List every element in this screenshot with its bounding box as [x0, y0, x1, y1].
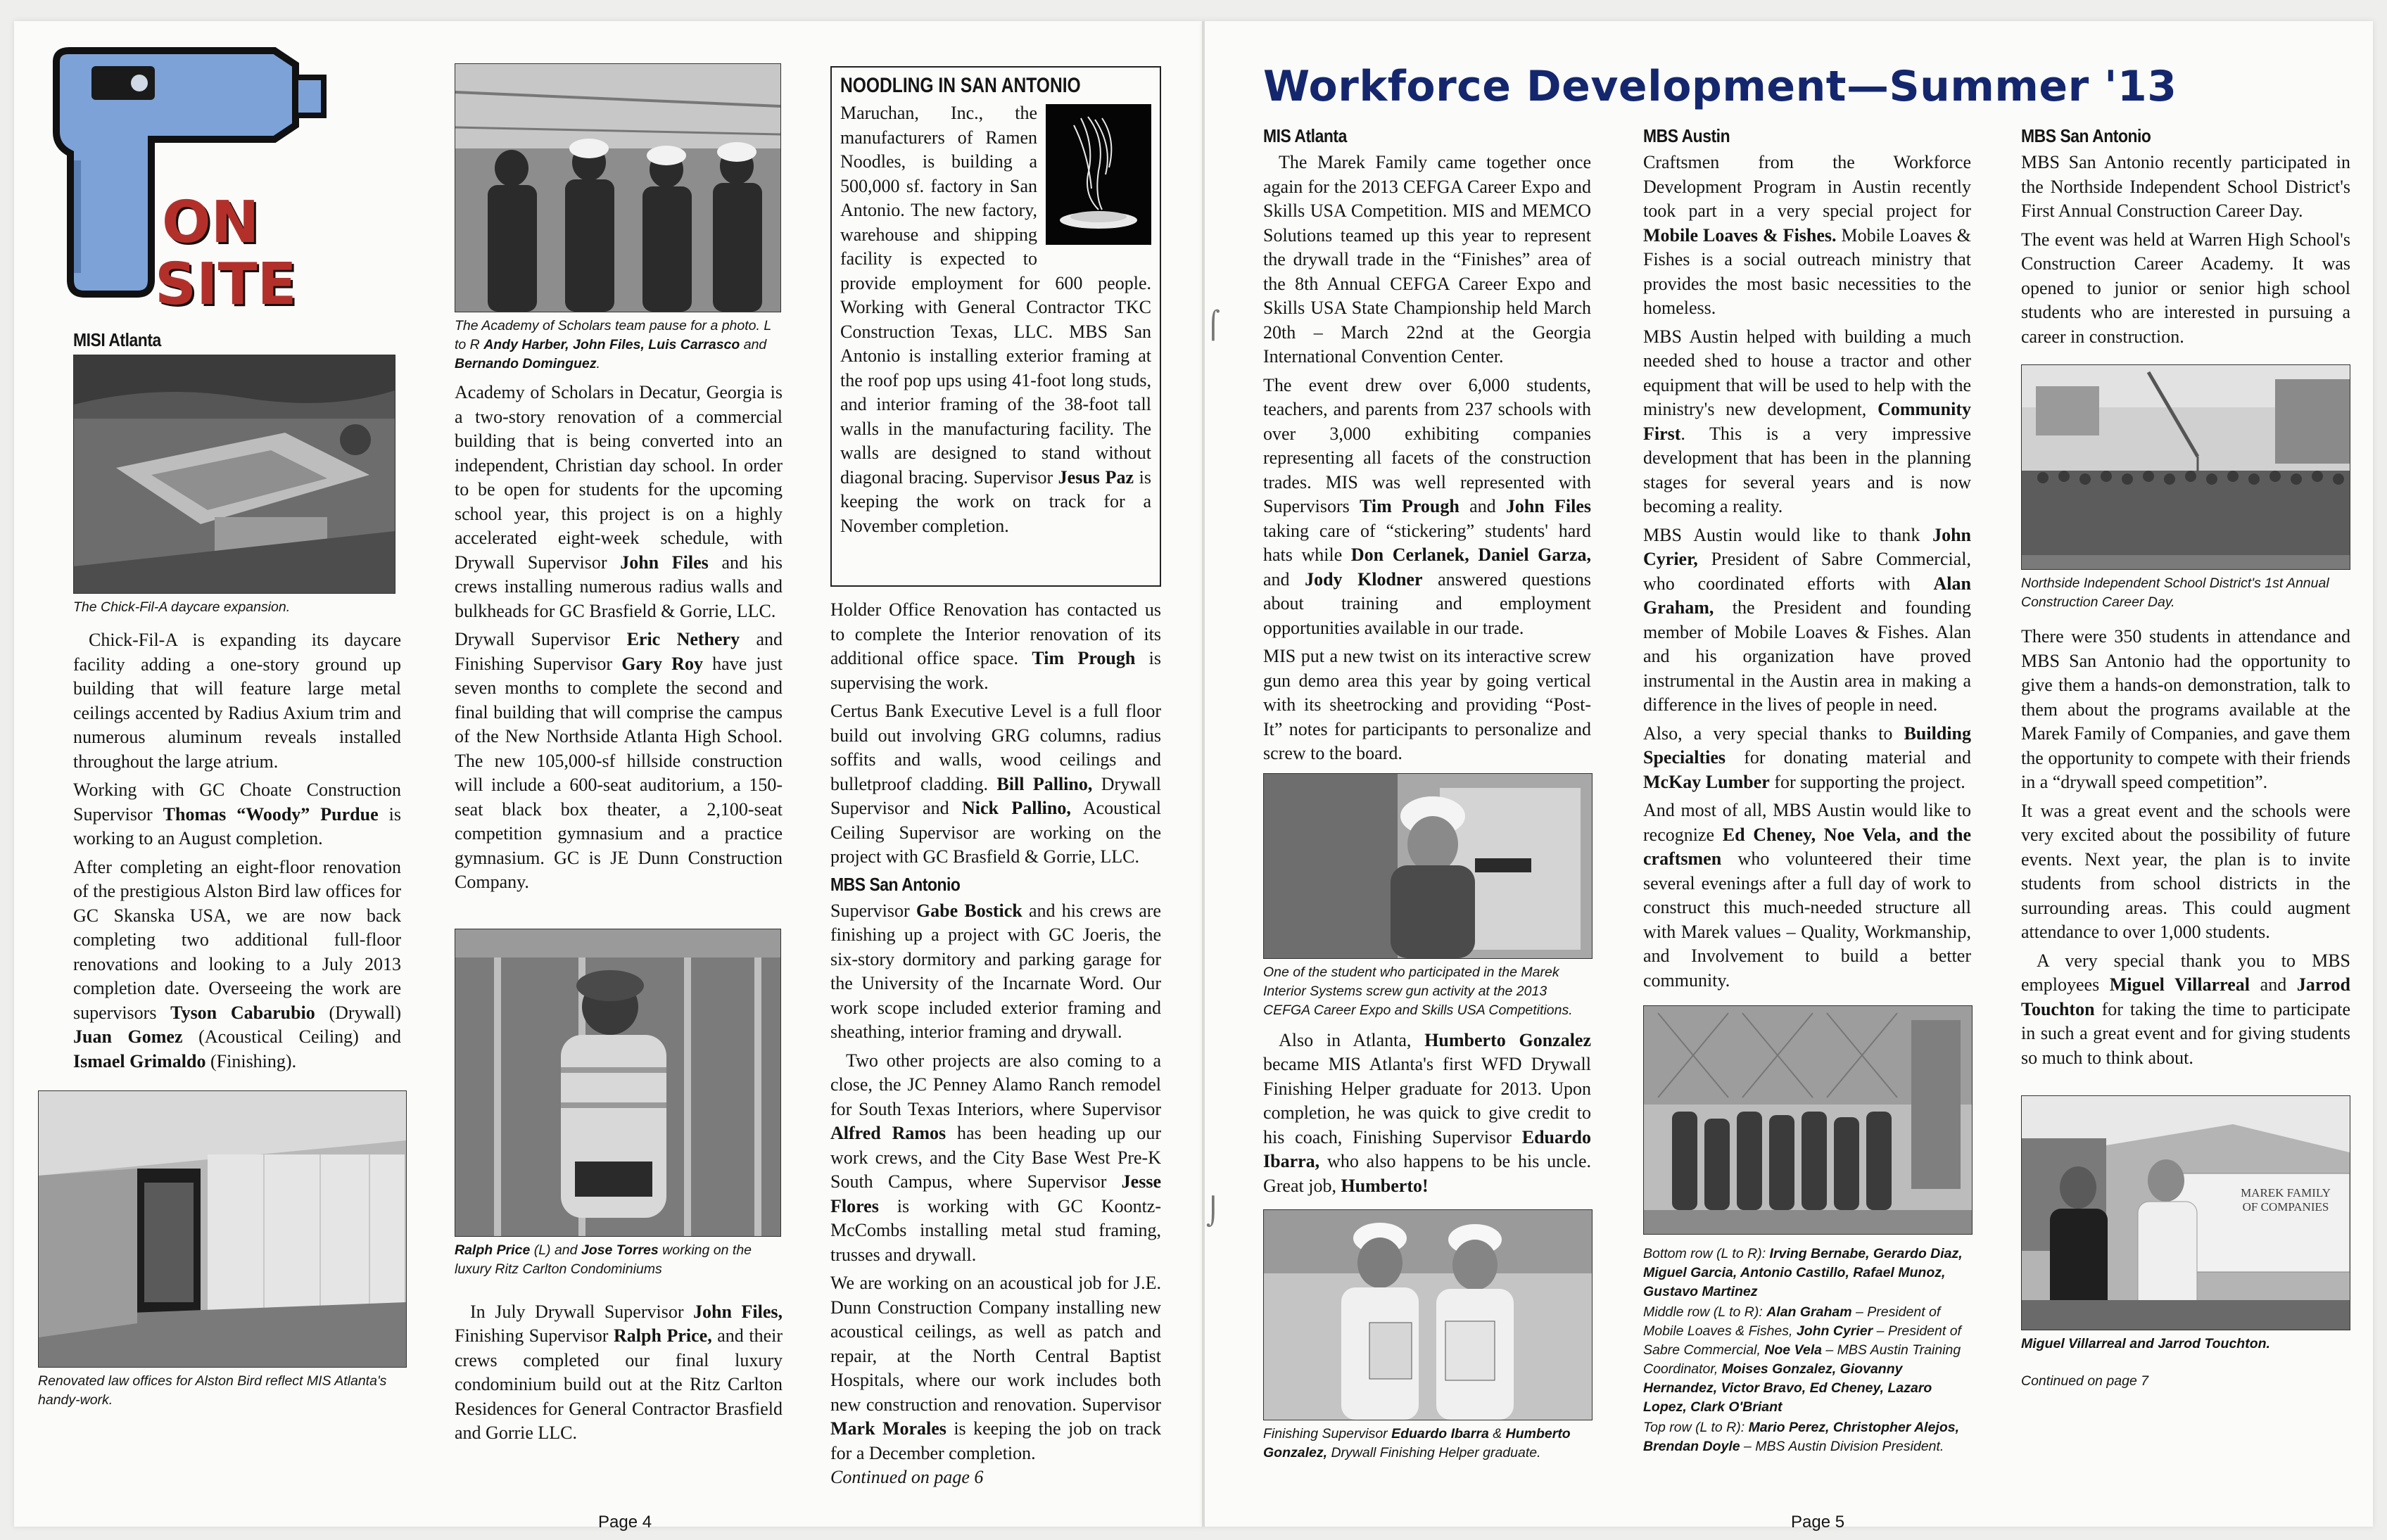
photo-caption-austin-top-row: Top row (L to R): Mario Perez, Christopher Alejos, Brendan Doyle – MBS Austin Division President.: [1643, 1420, 1960, 1454]
continued-note: Continued on page 7: [2021, 1373, 2149, 1389]
photo-caption-career-day: Northside Independent School District's 1st Annual Construction Career Day.: [2021, 575, 2329, 610]
sidebar-body: Maruchan, Inc., the manufacturers of Ramen Noodles, is building a 500,000 sf. factory in San Antonio. The new factory, warehouse and shipping facility is expected to provide employment for 600 people. Working with General Contractor TKC Construction Texas, LLC. MBS San Antonio is installing exterior framing at the roof pop ups using 41-foot long studs, and interior framing of the 38-foot tall walls in the manufacturing facility. The walls are designed to stand without diagonal bracing. Supervisor Jesus Paz is keeping the work on track for a November completion.: [840, 103, 1151, 536]
paragraph: After completing an eight-floor renovation of the prestigious Alston Bird law offices for GC Skanska USA, we are now back completing two additional full-floor renovations and looking to a July 2013 completion date. Overseeing the work are supervisors Tyson Cabarubio (Drywall) Juan Gomez (Acoustical Ceiling) and Ismael Grimaldo (Finishing).: [73, 856, 402, 1071]
photo-caption-academy-team: The Academy of Scholars team pause for a photo. L to R Andy Harber, John Files, Luis Carrasco and Bernando Dominguez.: [455, 318, 771, 371]
photo-alston-bird-offices: [38, 1090, 407, 1368]
section-heading-mbs-austin: MBS Austin: [1643, 125, 1730, 146]
paragraph: Working with GC Choate Construction Supervisor Thomas “Woody” Purdue is working to an August completion.: [73, 779, 401, 848]
photo-caption-austin-bottom-row: Bottom row (L to R): Irving Bernabe, Gerardo Diaz, Miguel Garcia, Antonio Castillo, Rafael Munoz, Gustavo Martinez: [1643, 1246, 1963, 1299]
photo-ritz-carlton-workers: [455, 929, 781, 1237]
paragraph: Craftsmen from the Workforce Development Program in Austin recently took part in a very special project for Mobile Loaves & Fishes. Mobile Loaves & Fishes is a social outreach ministry that provides the most basic necessities to the homeless.: [1643, 152, 1971, 318]
paragraph: Supervisor Gabe Bostick and his crews are finishing up a project with GC Joeris, the six-story dormitory and parking garage for the University of the Incarnate Word. Our work scope included exterior framing and sheathing, interior framing and drywall.: [830, 900, 1161, 1042]
photo-chick-fil-a: [73, 355, 395, 594]
paragraph: Drywall Supervisor Eric Nethery and Finishing Supervisor Gary Roy have just seven months to complete the second and final building that will comprise the campus of the New Northside Atlanta High School. The new 105,000-sf hillside construction will include a 600-seat auditorium, a 150-seat black box theater, a 2,100-seat competition gymnasium and a practice gymnasium. GC is JE Dunn Construction Company.: [455, 629, 783, 892]
paragraph: Academy of Scholars in Decatur, Georgia is a two-story renovation of a commercial building that is being converted into an independent, Christian day school. In order to be open for students for the upcoming school year, this project is on a highly accelerated eight-week schedule, with Drywall Supervisor John Files and his crews installing numerous radius walls and bulkheads for GC Brasfield & Gorrie, LLC.: [455, 382, 783, 621]
paragraph: And most of all, MBS Austin would like to recognize Ed Cheney, Noe Vela, and the craftsmen who volunteered their time several evenings after a full day of work to construct this much-needed structure all with Marek values – Quality, Workmanship, and Involvement to build a better community.: [1643, 800, 1971, 991]
photo-caption-chick-fil-a: The Chick-Fil-A daycare expansion.: [73, 599, 291, 615]
paragraph: Two other projects are also coming to a close, the JC Penney Alamo Ranch remodel for South Texas Interiors, where Supervisor Alfred Ramos has been heading up our work crews, and the City Base West Pre-K South Campus, where Supervisor Jesse Flores is working with GC Koontz-McCombs installing metal stud framing, trusses and drywall.: [830, 1050, 1162, 1265]
section-heading-mis-atlanta: MIS Atlanta: [1263, 125, 1347, 146]
paragraph: Certus Bank Executive Level is a full floor build out involving GRG columns, radius soffits and walls, wood ceilings and bulletproof cladding. Bill Pallino, Drywall Supervisor and Nick Pallino, Acoustical Ceiling Supervisor are working on the project with GC Brasfield & Gorrie, LLC.: [830, 701, 1162, 867]
section-heading-mbs-san-antonio: MBS San Antonio: [830, 873, 961, 895]
photo-ramen-noodles: [1046, 104, 1151, 245]
photo-career-day-crowd: [2021, 364, 2350, 570]
paragraph: MBS Austin would like to thank John Cyrier, President of Sabre Commercial, who coordinated efforts with Alan Graham, the President and founding member of Mobile Loaves & Fishes. Alan and his organization have proved instrumental in the Austin area in making a difference in the lives of people in need.: [1643, 524, 1971, 715]
logo-text-on: ON: [162, 189, 260, 256]
photo-screw-gun-student: [1263, 773, 1593, 959]
photo-ibarra-gonzalez-graduate: [1263, 1209, 1593, 1420]
page-number-left: Page 4: [598, 1513, 652, 1532]
photo-caption-villarreal-touchton: Miguel Villarreal and Jarrod Touchton.: [2021, 1336, 2270, 1351]
continued-note: Continued on page 6: [830, 1467, 984, 1487]
sign-line-1: MAREK FAMILY: [2241, 1186, 2331, 1199]
logo-text-site: SITE: [155, 251, 297, 318]
column-3: [830, 598, 1161, 1494]
paragraph: MBS Austin helped with building a much needed shed to house a tractor and other equipment that will be used to help with the ministry's new development, Community First. This is a very impressive development that has been in the planning stages for several years and is now becoming a reality.: [1643, 326, 1971, 516]
section-title: Workforce Development—Summer '13: [1263, 62, 2177, 111]
column-4: [1263, 121, 1591, 1470]
photo-caption-ritz-carlton: Ralph Price (L) and Jose Torres working on the luxury Ritz Carlton Condominiums: [455, 1242, 752, 1277]
column-5: [1643, 121, 1971, 1463]
sign-line-2: OF COMPANIES: [2242, 1200, 2329, 1214]
paragraph: Holder Office Renovation has contacted us to complete the Interior renovation of its additional office space. Tim Prough is supervising the work.: [830, 599, 1161, 693]
paragraph: The event was held at Warren High School's Construction Career Academy. It was opened to junior or senior high school students who are interested in pursuing a career in construction.: [2021, 229, 2350, 347]
column-6: [2021, 121, 2350, 1398]
paragraph: The event drew over 6,000 students, teachers, and parents from 237 schools with over 3,000 exhibiting companies representing all facets of the construction trades. MIS was well represented with Supervisors Tim Prough and John Files taking care of “stickering” students' hard hats while Don Cerlanek, Daniel Garza, and Jody Klodner answered questions about training and employment opportunities available in our trade.: [1263, 374, 1591, 638]
paragraph: Also in Atlanta, Humberto Gonzalez became MIS Atlanta's first WFD Drywall Finishing Helper graduate for 2013. Upon completion, he was quick to give credit to his coach, Finishing Supervisor Eduardo Ibarra, who also happens to be his uncle. Great job, Humberto!: [1263, 1029, 1592, 1196]
paragraph: Also, a very special thanks to Building Specialties for donating material and McKay Lumber for supporting the project.: [1643, 723, 1971, 792]
paragraph: There were 350 students in attendance and MBS San Antonio had the opportunity to give them a hands-on demonstration, talk to them about the programs available at the Marek Family of Companies, and gave them the opportunity to compete with their friends in a “drywall speed competition”.: [2021, 626, 2350, 792]
section-heading-misi-atlanta: MISI Atlanta: [73, 329, 161, 350]
photo-caption-austin-middle-row: Middle row (L to R): Alan Graham – President of Mobile Loaves & Fishes, John Cyrier – President of Sabre Commercial, Noe Vela – MBS Austin Training Coordinator, Moises Gonzalez, Giovanny Hernandez, Victor Bravo, Ed Cheney, Lazaro Lopez, Clark O'Briant: [1643, 1304, 1961, 1415]
paragraph: MIS put a new twist on its interactive screw gun demo area this year by going vertical with its sheetrocking and providing “Post-It” notes for participants to personalize and screw to the board.: [1263, 646, 1591, 763]
section-heading-mbs-san-antonio-2: MBS San Antonio: [2021, 125, 2151, 146]
paragraph: A very special thank you to MBS employees Miguel Villarreal and Jarrod Touchton for taking the time to participate in such a great event and for giving students so much to think about.: [2021, 950, 2350, 1068]
photo-caption-alston-bird: Renovated law offices for Alston Bird reflect MIS Atlanta's handy-work.: [38, 1373, 387, 1408]
paragraph: MBS San Antonio recently participated in the Northside Independent School District's First Annual Construction Career Day.: [2021, 152, 2350, 221]
paragraph: It was a great event and the schools were very excited about the possibility of future events. Next year, the plan is to invite students from school districts in the surrounding areas. This could augment attendance to over 1,000 students.: [2021, 800, 2350, 942]
paragraph: Chick-Fil-A is expanding its daycare facility adding a one-story ground up building that will feature large metal ceilings accented by Radius Axium trim and numerous aluminum reveals installed throughout the large atrium.: [73, 630, 401, 772]
column-2: [455, 63, 783, 1450]
paragraph: The Marek Family came together once again for the 2013 CEFGA Career Expo and Skills USA Competition. MIS and MEMCO Solutions teamed up this year to represent the drywall trade in the “Finishes” area of the 8th Annual CEFGA Career Expo and Skills USA State Championship held March 20th – March 22nd at the Georgia International Convention Center.: [1263, 152, 1591, 367]
column-1: [38, 325, 402, 1417]
on-site-logo: [28, 41, 331, 322]
photo-caption-screw-gun: One of the student who participated in the Marek Interior Systems screw gun activity at the 2013 CEFGA Career Expo and Skills USA Competitions.: [1263, 964, 1573, 1018]
binder-mark: ⌡: [1206, 1196, 1220, 1227]
paragraph: In July Drywall Supervisor John Files, Finishing Supervisor Ralph Price, and their crews completed our final luxury condominium build out at the Ritz Carlton Residences for General Contractor Brasfield and Gorrie LLC.: [455, 1301, 783, 1443]
binder-mark: ⌠: [1206, 310, 1220, 341]
paragraph: We are working on an acoustical job for J.E. Dunn Construction Company installing new acoustical ceilings, as well as patch and repair, at the North Central Baptist Hospitals, where our work includes both new construction and renovation. Supervisor Mark Morales is keeping the job on track for a December completion. Continued on page 6: [830, 1273, 1161, 1487]
sidebar-title: NOODLING IN SAN ANTONIO: [840, 74, 1081, 97]
photo-caption-ibarra-gonzalez: Finishing Supervisor Eduardo Ibarra & Humberto Gonzalez, Drywall Finishing Helper graduate.: [1263, 1426, 1571, 1461]
photo-villarreal-touchton: [2021, 1095, 2350, 1330]
photo-mbs-austin-team: [1643, 1005, 1973, 1235]
noodling-sidebar-box: [830, 66, 1161, 587]
photo-academy-of-scholars-team: [455, 63, 781, 312]
page-fold: [1202, 21, 1205, 1527]
page-number-right: Page 5: [1791, 1513, 1845, 1532]
